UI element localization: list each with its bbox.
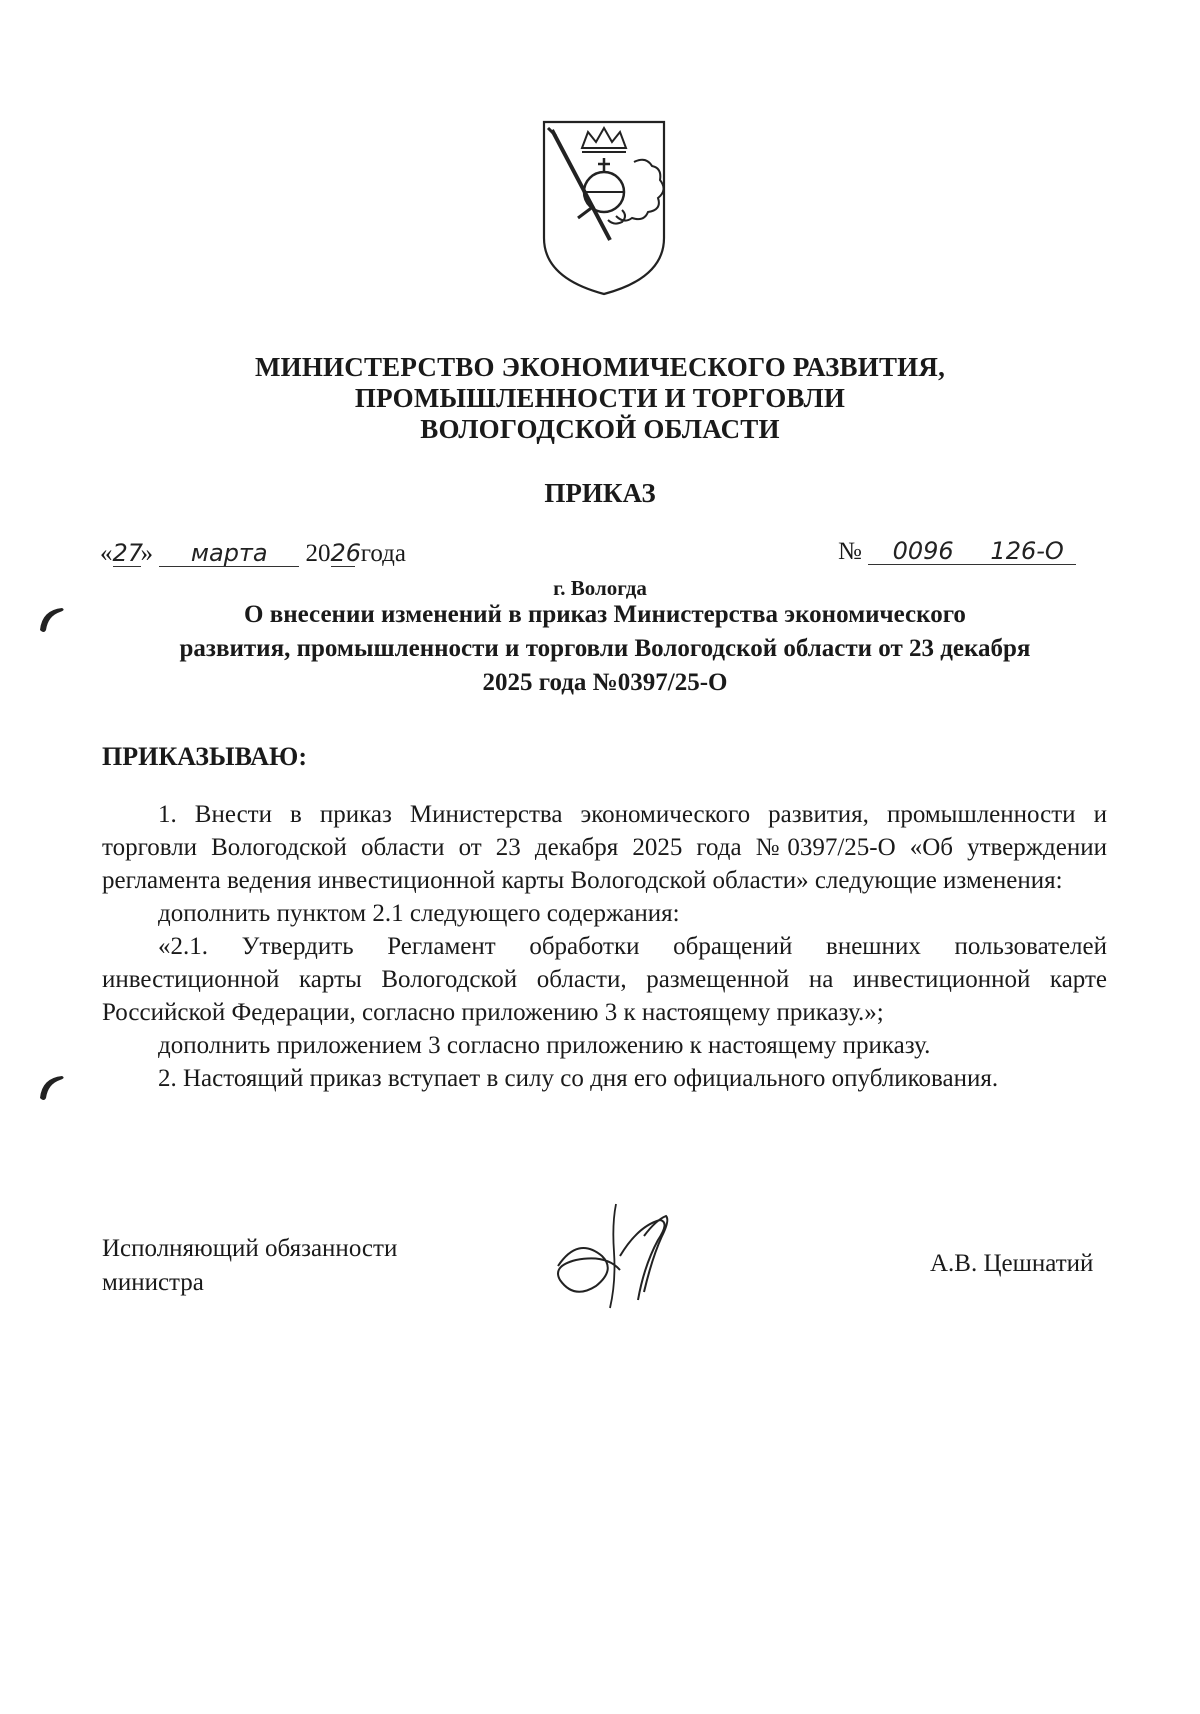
date-year-suffix: 26 — [330, 539, 362, 567]
position-line-1: Исполняющий обязанности — [102, 1235, 398, 1262]
signatory-position — [102, 1232, 397, 1300]
coat-of-arms-icon — [538, 118, 670, 298]
number-part-2: 126-О — [978, 538, 1076, 565]
date-year-prefix: 20 — [305, 540, 331, 567]
subject-line-3: 2025 года №0397/25-О — [482, 669, 728, 696]
date-word: года — [360, 540, 406, 567]
decree-word: ПРИКАЗЫВАЮ: — [102, 742, 307, 771]
date-day: 27 — [112, 539, 144, 567]
ministry-heading — [150, 352, 1050, 445]
ministry-line-3: ВОЛОГОДСКОЙ ОБЛАСТИ — [420, 414, 780, 444]
date-close-quote: » — [140, 540, 153, 567]
paragraph-3: «2.1. Утвердить Регламент обработки обращений внешних пользователей инвестиционной карты Вологодской области, размещенной на инвестиционной карте Российской Федерации, согласно приложению 3 к настоящему приказу.»; — [102, 933, 1107, 1026]
position-line-2: министра — [102, 1269, 204, 1296]
punch-hole-icon — [36, 602, 70, 636]
document-number — [838, 538, 1076, 566]
signature-icon — [548, 1196, 708, 1316]
document-body — [102, 798, 1107, 1095]
subject-line-2: развития, промышленности и торговли Вологодской области от 23 декабря — [179, 635, 1031, 662]
document-type: ПРИКАЗ — [544, 478, 656, 508]
signatory-name: А.В. Цешнатий — [930, 1250, 1094, 1277]
paragraph-1: 1. Внести в приказ Министерства экономического развития, промышленности и торговли Вологодской области от 23 декабря 2025 года №0397/25-О «Об утверждении регламента ведения инвестиционной карты Вологодской области» следующие изменения: — [102, 801, 1107, 894]
ministry-line-2: ПРОМЫШЛЕННОСТИ И ТОРГОВЛИ — [354, 383, 846, 413]
document-date — [100, 540, 406, 568]
paragraph-4: дополнить приложением 3 согласно приложению к настоящему приказу. — [158, 1032, 931, 1059]
paragraph-5: 2. Настоящий приказ вступает в силу со дня его официального опубликования. — [158, 1065, 999, 1092]
date-month: марта — [159, 540, 299, 567]
number-sign: № — [838, 538, 862, 565]
ministry-line-1: МИНИСТЕРСТВО ЭКОНОМИЧЕСКОГО РАЗВИТИЯ, — [254, 352, 946, 382]
punch-hole-icon — [36, 1070, 70, 1104]
subject-line-1: О внесении изменений в приказ Министерства экономического — [244, 601, 966, 628]
paragraph-2: дополнить пунктом 2.1 следующего содержания: — [158, 900, 680, 927]
document-city: г. Вологда — [553, 576, 647, 600]
document-subject — [110, 598, 1100, 700]
number-part-1: 0096 — [868, 538, 978, 565]
date-open-quote: « — [100, 540, 113, 567]
